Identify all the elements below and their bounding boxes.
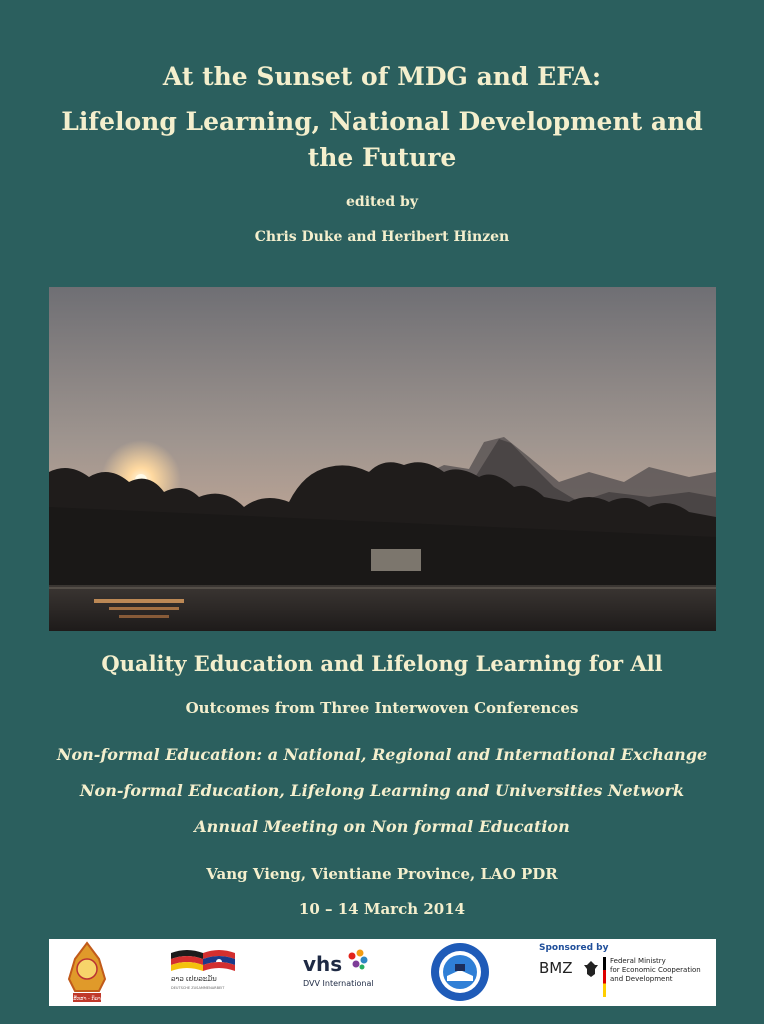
title-line-1: At the Sunset of MDG and EFA:: [162, 62, 602, 91]
lao-ministry-logo: [63, 939, 111, 1006]
ministry-line-3: and Development: [610, 975, 673, 983]
location: Vang Vieng, Vientiane Province, LAO PDR: [206, 865, 558, 883]
dates: 10 – 14 March 2014: [298, 900, 466, 918]
ministry-line-1: Federal Ministry: [610, 957, 666, 965]
conference-1: Non-formal Education: a National, Regional and International Exchange: [56, 745, 708, 764]
dvv-international-logo: [301, 939, 383, 1006]
sponsored-by-label: Sponsored by: [539, 943, 609, 953]
ministry-line-2: for Economic Cooperation: [610, 966, 701, 974]
sunset-photo: [49, 287, 716, 631]
sponsor-logo-strip: [49, 939, 716, 1006]
title-line-2: Lifelong Learning, National Development and the Future: [61, 107, 703, 172]
lao-german-cooperation-logo: [167, 939, 247, 1006]
lao-german-subtext: DEUTSCHE ZUSAMMENARBEIT: [171, 986, 225, 990]
conference-2: Non-formal Education, Lifelong Learning and Universities Network: [79, 781, 685, 800]
bmz-text: BMZ: [539, 959, 573, 977]
bmz-sponsor-logo: [537, 939, 707, 1006]
lao-ministry-logo-text: ສຶກສາ - ກິລາ: [73, 996, 101, 1002]
subtitle: Quality Education and Lifelong Learning for All: [101, 651, 663, 676]
dvv-text: DVV International: [303, 979, 374, 988]
vhs-text: vhs: [303, 952, 343, 976]
lao-german-text: ລາວ ເຢຍລະມັນ: [171, 975, 217, 983]
outcomes-line: Outcomes from Three Interwoven Conferences: [185, 699, 579, 717]
german-flag-stripe: [603, 957, 606, 997]
editors: Chris Duke and Heribert Hinzen: [254, 229, 510, 245]
conference-3: Annual Meeting on Non formal Education: [194, 817, 570, 836]
federal-eagle-icon: [583, 959, 599, 979]
lao-nfe-seal-logo: [429, 939, 491, 1006]
edited-by-label: edited by: [346, 194, 418, 210]
